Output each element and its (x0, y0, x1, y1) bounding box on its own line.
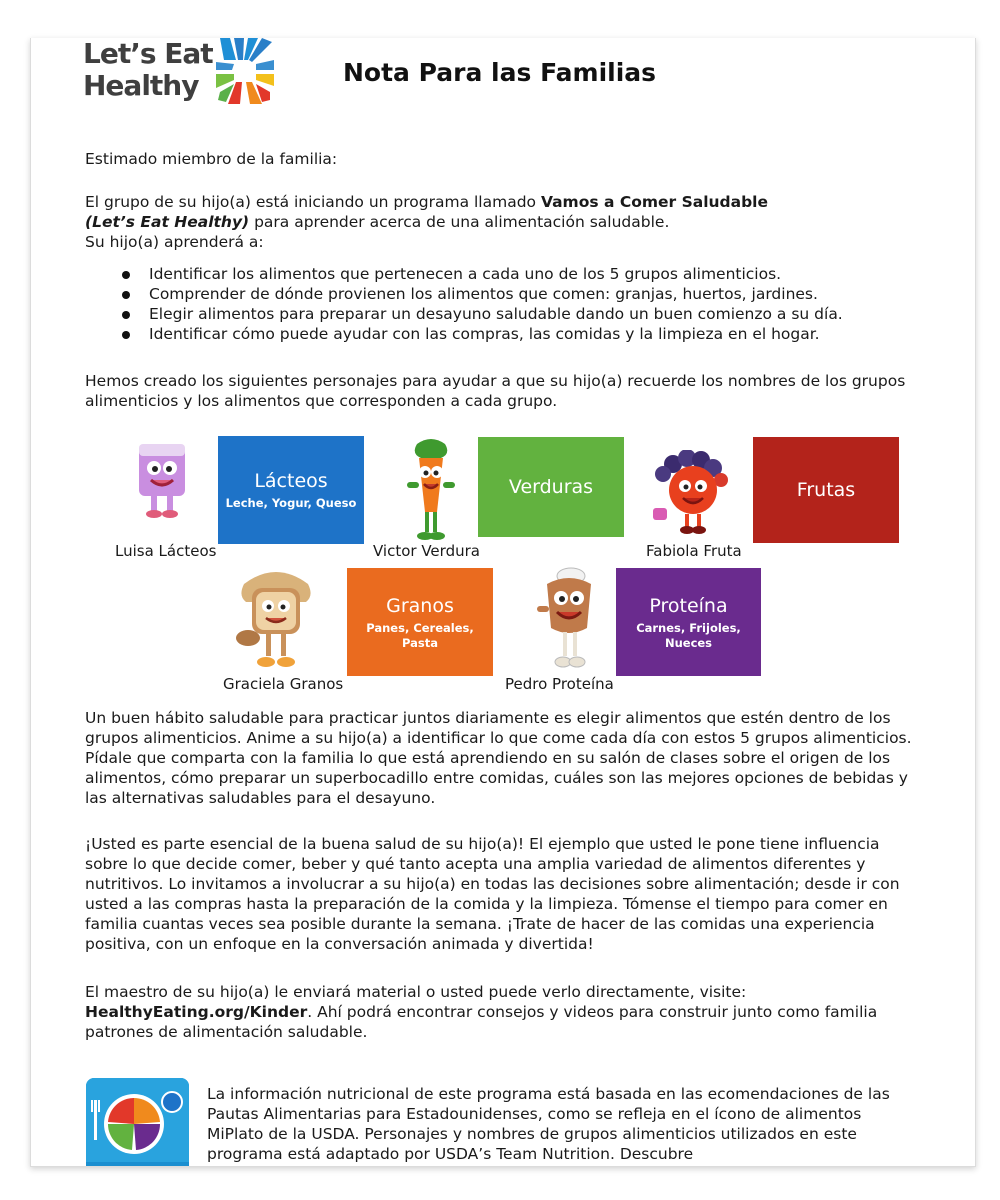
group-box-proteina (616, 568, 761, 676)
group-foods: Leche, Yogur, Queso (225, 496, 357, 510)
intro-text-3: Su hijo(a) aprenderá a: (85, 233, 264, 251)
paragraph-nutrition-source: La información nutricional de este programa está basada en las ecomendaciones de las Pautas Alimentarias para Estadounidenses, como se refleja en el ícono de alimentos MiPlato de la USDA. Personajes y nombres de grupos alimenticios utilizados en este programa está adaptado por USDA’s Team Nutrition. Descubre (207, 1085, 890, 1163)
group-name: Verduras (508, 476, 594, 498)
group-name: Frutas (796, 479, 856, 501)
document-page (30, 38, 976, 1167)
program-name-english: (Let’s Eat Healthy) (85, 213, 250, 231)
characters-intro: Hemos creado los siguientes personajes para ayudar a que su hijo(a) recuerde los nombres de los grupos alimenticios y los alimentos que corresponden a cada grupo. (85, 372, 906, 410)
list-item: Identificar cómo puede ayudar con las compras, las comidas y la limpieza en el hogar. (119, 324, 949, 344)
character-name-luisa: Luisa Lácteos (115, 542, 217, 560)
group-foods: Panes, Cereales, Pasta (366, 620, 474, 650)
resources-text-2: . Ahí podrá encontrar consejos y videos para construir junto como familia patrones de alimentación saludable. (85, 1003, 878, 1041)
graciela-granos-character-icon (236, 568, 316, 672)
character-name-fabiola: Fabiola Fruta (646, 542, 742, 560)
lets-eat-healthy-logo (83, 38, 283, 108)
paragraph-role-model: ¡Usted es parte esencial de la buena salud de su hijo(a)! El ejemplo que usted le pone tiene influencia sobre lo que decide comer, beber y qué tanto acepta una amplia variedad de alimentos diferentes y nutritivos. Lo invitamos a involucrar a su hijo(a) en todas las decisiones sobre alimentación; desde ir con usted a las compras hasta la preparación de la comida y la limpieza. Tómense el tiempo para comer en familia cuantas veces sea posible durante la semana. ¡Trate de hacer de las comidas una experiencia positiva, con un enfoque en la conversación animada y divertida! (85, 835, 900, 953)
list-item: Elegir alimentos para preparar un desayuno saludable dando un buen comienzo a su día. (119, 304, 949, 324)
resources-text-1: El maestro de su hijo(a) le enviará material o usted puede verlo directamente, visite: (85, 983, 747, 1001)
program-name: Vamos a Comer Saludable (540, 193, 769, 211)
paragraph-healthy-habit: Un buen hábito saludable para practicar juntos diariamente es elegir alimentos que estén dentro de los grupos alimenticios. Anime a su hijo(a) a identificar lo que come cada día con estos 5 grupos alimenticios. Pídale que comparta con la familia lo que está aprendiendo en su salón de clases sobre el origen de los alimentos, cómo preparar un superbocadillo entre comidas, cuáles son las mejores opciones de bebidas y las alternativas saludables para el desayuno. (85, 709, 912, 807)
learning-goals-list (119, 264, 949, 344)
group-box-granos (347, 568, 493, 676)
document-title: Nota Para las Familias (343, 58, 657, 87)
pedro-proteina-character-icon (533, 566, 603, 674)
paragraph-resources (85, 982, 915, 1042)
group-foods: Carnes, Frijoles, Nueces (636, 620, 741, 650)
list-item: Identificar los alimentos que pertenecen a cada uno de los 5 grupos alimenticios. (119, 264, 949, 284)
fabiola-fruta-character-icon (643, 450, 743, 536)
list-item: Comprender de dónde provienen los alimentos que comen: granjas, huertos, jardines. (119, 284, 949, 304)
greeting: Estimado miembro de la familia: (85, 150, 338, 168)
character-name-graciela: Graciela Granos (223, 675, 344, 693)
luisa-lacteos-character-icon (129, 440, 195, 520)
character-name-victor: Victor Verdura (373, 542, 480, 560)
intro-paragraph (85, 192, 915, 252)
intro-text-2: para aprender acerca de una alimentación saludable. (249, 213, 670, 231)
group-name: Proteína (649, 594, 728, 617)
website-link[interactable]: HealthyEating.org/Kinder (85, 1003, 308, 1021)
group-box-lacteos (218, 436, 364, 544)
group-name: Lácteos (254, 470, 328, 492)
sunburst-logo-icon (216, 38, 274, 104)
logo-line-1: Let’s Eat (83, 38, 213, 70)
victor-verdura-character-icon (403, 438, 459, 542)
intro-text-1: El grupo de su hijo(a) está iniciando un programa llamado (85, 193, 541, 211)
myplate-icon (86, 1078, 189, 1167)
group-box-frutas (753, 437, 899, 543)
logo-line-2: Healthy (83, 69, 199, 102)
group-name: Granos (386, 594, 454, 617)
character-name-pedro: Pedro Proteína (505, 675, 614, 693)
group-box-verduras (478, 437, 624, 537)
